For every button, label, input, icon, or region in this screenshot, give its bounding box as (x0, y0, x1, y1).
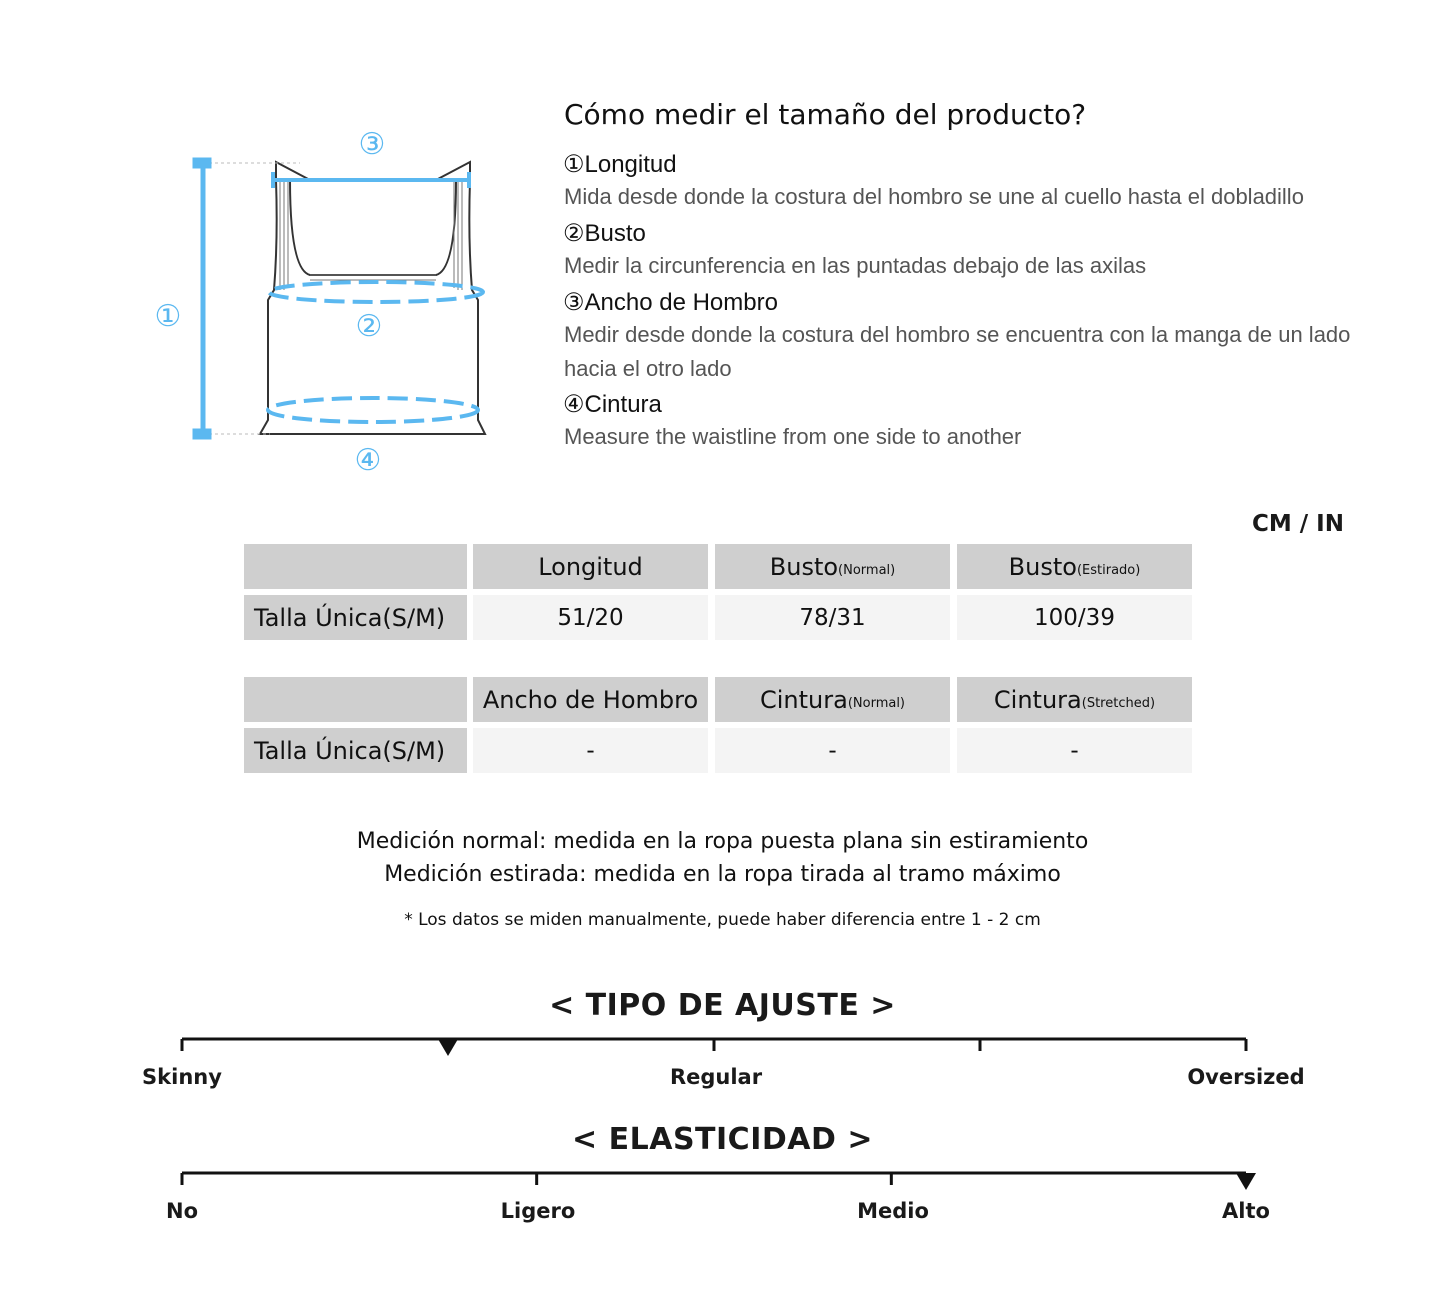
table1-value-bust-stretched: 100/39 (957, 595, 1192, 640)
units-label: CM / IN (1252, 511, 1344, 537)
measure-name-bust: ②Busto (563, 220, 646, 247)
fit-type-scale (0, 1030, 1445, 1060)
table2-value-waist-stretched: - (957, 728, 1192, 773)
table1-value-length: 51/20 (473, 595, 708, 640)
table1-row-label: Talla Única(S/M) (244, 595, 467, 640)
header-text: Cintura (993, 685, 1082, 714)
table2-row-label: Talla Única(S/M) (244, 728, 467, 773)
measure-name-length: ①Longitud (563, 151, 677, 178)
note-disclaimer: * Los datos se miden manualmente, puede haber diferencia entre 1 - 2 cm (404, 910, 1041, 930)
guide-title: Cómo medir el tamaño del producto? (564, 98, 1087, 131)
note-stretched-measurement: Medición estirada: medida en la ropa tirada al tramo máximo (384, 862, 1061, 887)
header-subtext: (Normal) (838, 563, 896, 578)
header-subtext: (Normal) (847, 696, 906, 711)
table1-corner (244, 544, 467, 589)
fit-label-skinny: Skinny (142, 1065, 222, 1089)
table2-value-shoulder: - (473, 728, 708, 773)
header-text: Cintura (759, 685, 848, 714)
note-normal-measurement: Medición normal: medida en la ropa puesta plana sin estiramiento (356, 829, 1089, 854)
fit-label-regular: Regular (669, 1065, 763, 1089)
measure-desc-waist: Measure the waistline from one side to another (564, 424, 1022, 449)
marker-length: ① (154, 299, 182, 334)
fit-type-title: < TIPO DE AJUSTE > (549, 988, 896, 1023)
elasticity-label-ligero: Ligero (500, 1199, 576, 1223)
marker-bust: ② (355, 309, 383, 344)
table2-value-waist-normal: - (715, 728, 950, 773)
elasticity-indicator-marker (1236, 1173, 1256, 1190)
header-text: Ancho de Hombro (482, 685, 699, 714)
table1-value-bust-normal: 78/31 (715, 595, 950, 640)
marker-waist: ④ (354, 443, 382, 478)
measure-desc-shoulder: Medir desde donde la costura del hombro se encuentra con la manga de un lado hacia el otro lado (564, 322, 1351, 381)
measure-name-waist: ④Cintura (563, 391, 662, 418)
length-measure-line (193, 158, 211, 439)
measure-name-shoulder: ③Ancho de Hombro (563, 289, 778, 316)
header-subtext: (Stretched) (1081, 696, 1156, 711)
elasticity-title: < ELASTICIDAD > (572, 1122, 873, 1157)
table2-header-waist-normal (715, 677, 950, 722)
table1-header-length (473, 544, 708, 589)
marker-shoulder: ③ (358, 127, 386, 162)
elasticity-label-alto: Alto (1222, 1199, 1270, 1223)
header-subtext: (Estirado) (1076, 563, 1141, 578)
header-text: Busto (1008, 552, 1077, 581)
header-text: Longitud (538, 552, 643, 581)
header-text: Busto (769, 552, 839, 581)
table1-header-bust-stretched (957, 544, 1192, 589)
measure-desc-length: Mida desde donde la costura del hombro se une al cuello hasta el dobladillo (564, 184, 1304, 209)
table1-header-bust-normal (715, 544, 950, 589)
fit-indicator-marker (438, 1039, 458, 1056)
garment-measurement-diagram (140, 120, 500, 480)
table2-header-waist-stretched (957, 677, 1192, 722)
table2-corner (244, 677, 467, 722)
elasticity-scale (0, 1164, 1445, 1194)
table2-header-shoulder (473, 677, 708, 722)
fit-label-oversized: Oversized (1187, 1065, 1305, 1089)
elasticity-label-no: No (165, 1199, 199, 1223)
measure-desc-bust: Medir la circunferencia en las puntadas debajo de las axilas (564, 253, 1147, 278)
elasticity-label-medio: Medio (857, 1199, 929, 1223)
